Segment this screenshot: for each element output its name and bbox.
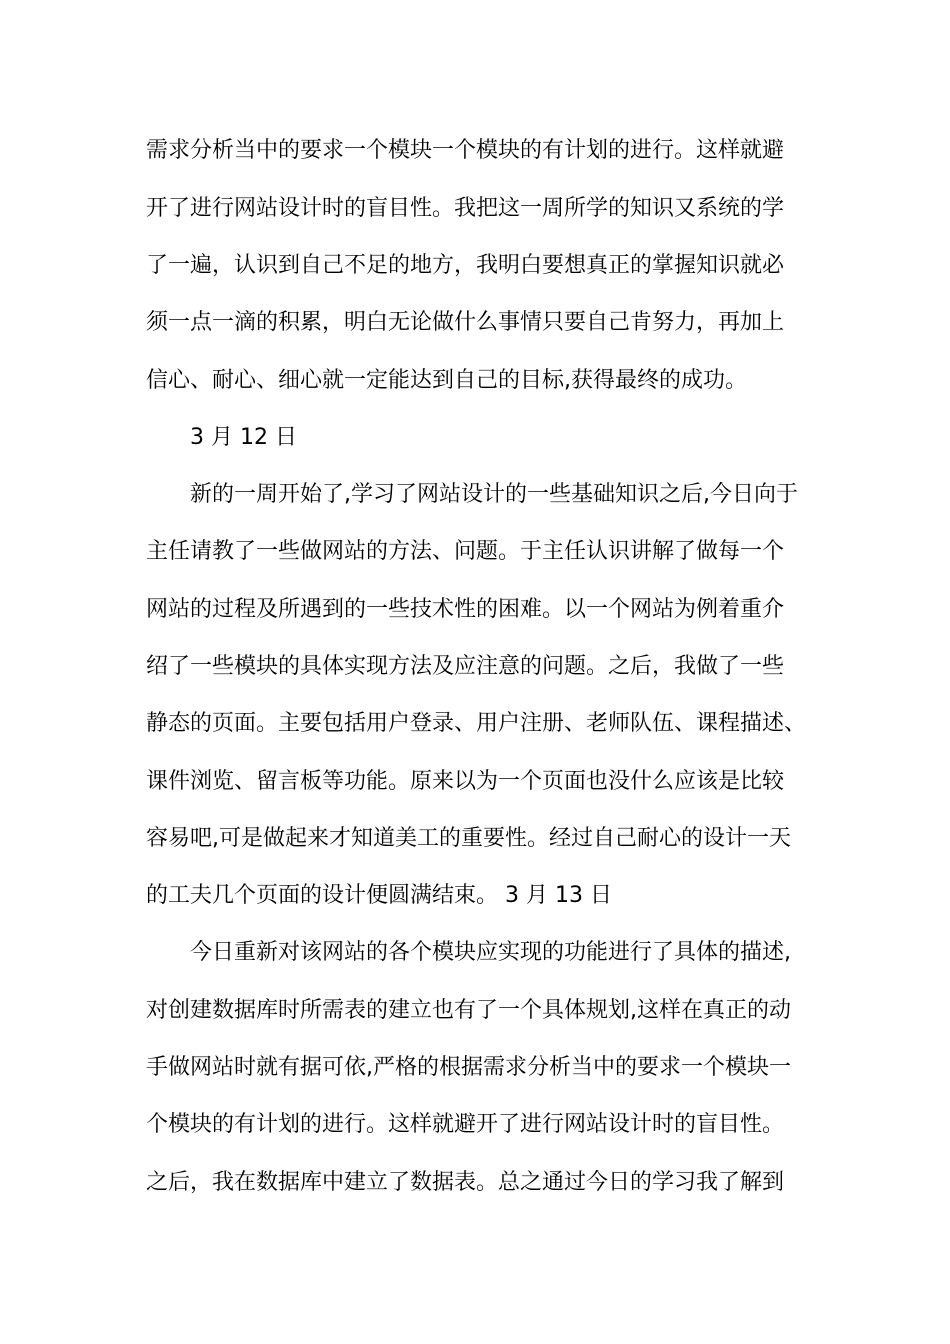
text-line: 网站的过程及所遇到的一些技术性的困难。以一个网站为例着重介 [146,597,785,622]
text-line: 需求分析当中的要求一个模块一个模块的有计划的进行。这样就避 [146,138,785,163]
text-line: 的工夫几个页面的设计便圆满结束。 3 月 13 日 [146,883,612,908]
text-line: 新的一周开始了,学习了网站设计的一些基础知识之后,今日向于 [190,482,798,507]
text-line: 对创建数据库时所需表的建立也有了一个具体规划,这样在真正的动 [146,998,791,1023]
text-line: 今日重新对该网站的各个模块应实现的功能进行了具体的描述, [190,940,791,965]
text-line: 绍了一些模块的具体实现方法及应注意的问题。之后，我做了一些 [146,654,785,679]
text-line: 开了进行网站设计时的盲目性。我把这一周所学的知识又系统的学 [146,196,785,221]
text-line: 了一遍，认识到自己不足的地方，我明白要想真正的掌握知识就必 [146,253,785,278]
text-line: 主任请教了一些做网站的方法、问题。于主任认识讲解了做每一个 [146,539,785,564]
text-line: 个模块的有计划的进行。这样就避开了进行网站设计时的盲目性。 [146,1112,785,1137]
text-line: 须一点一滴的积累，明白无论做什么事情只要自己肯努力，再加上 [146,310,785,335]
text-line: 课件浏览、留言板等功能。原来以为一个页面也没什么应该是比较 [146,769,785,794]
text-line: 手做网站时就有据可依,严格的根据需求分析当中的要求一个模块一 [146,1055,791,1080]
date-heading: 3 月 12 日 [190,425,297,450]
text-line: 之后，我在数据库中建立了数据表。总之通过今日的学习我了解到 [146,1170,785,1195]
text-line: 容易吧,可是做起来才知道美工的重要性。经过自己耐心的设计一天 [146,826,791,851]
text-line: 信心、耐心、细心就一定能达到自己的目标,获得最终的成功。 [146,368,747,393]
text-line: 静态的页面。主要包括用户登录、用户注册、老师队伍、课程描述、 [146,711,807,736]
